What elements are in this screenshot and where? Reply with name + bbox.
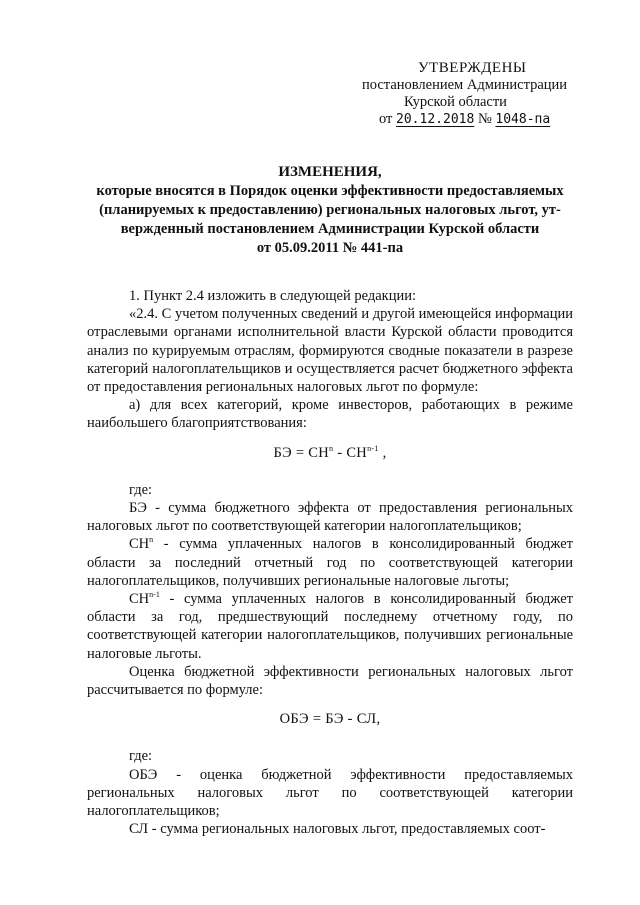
paragraph-2: «2.4. С учетом полученных сведений и другой имеющейся информации отраслевыми органами исполнительной власти Курской области проводится анализ по курируемым отраслям, формируются сводные показатели в разрезе категорий налогоплательщиков и осуществляется расчет бюджетного эффекта от предоставления региональных налоговых льгот по формуле: [87, 306, 573, 396]
heading-line-1: которые вносятся в Порядок оценки эффективности предоставляемых [96, 183, 564, 199]
definition-3: СН$^{n-1}$ - сумма уплаченных налогов в консолидированный бюджет области за год, предшествующий последнему отчетному году, по соответствующей категории налогоплательщиков, получивших региональные налоговые льготы. [87, 590, 573, 662]
approval-number: 1048-па [495, 112, 551, 127]
number-prefix: № [477, 111, 492, 127]
definition-5: СЛ - сумма региональных налоговых льгот, предоставляемых соот- [129, 821, 546, 838]
heading-title: ИЗМЕНЕНИЯ, [278, 164, 382, 180]
approval-date: 20.12.2018 [396, 112, 475, 127]
approval-title: УТВЕРЖДЕНЫ [418, 60, 527, 76]
heading-line-2: (планируемых к предоставлению) региональных налоговых льгот, ут- [99, 202, 561, 218]
paragraph-3: а) для всех категорий, кроме инвесторов, работающих в режиме наибольшего благоприятствования: [87, 397, 573, 432]
definition-1: БЭ - сумма бюджетного эффекта от предоставления региональных налоговых льгот по соответствующей категории налогоплательщиков; [87, 500, 573, 535]
approval-line-2: постановлением Администрации [362, 77, 568, 93]
paragraph-4: Оценка бюджетной эффективности региональных налоговых льгот рассчитывается по формуле: [87, 663, 573, 699]
paragraph-1: 1. Пункт 2.4 изложить в следующей редакции: [129, 288, 417, 304]
approval-line-3: Курской области [404, 94, 507, 110]
formula-2: ОБЭ = БЭ - СЛ, [279, 711, 381, 728]
document-heading [70, 163, 590, 258]
document-body [87, 287, 573, 838]
definition-2: $СН^n$ - сумма уплаченных налогов в консолидированный бюджет области за последний отчетный год по соответствующей категории налогоплательщиков, получивших региональные налоговые льготы; [87, 535, 573, 589]
formula-1: БЭ = $СН^n - СН^{n-1}$ , [273, 443, 387, 461]
where-label-1: где: [129, 481, 153, 498]
where-label-2: где: [129, 748, 153, 765]
approval-stamp [300, 60, 580, 128]
definition-4: ОБЭ - оценка бюджетной эффективности предоставляемых региональных налоговых льгот по соответствующей категории налогоплательщиков; [87, 766, 573, 820]
heading-line-4: от 05.09.2011 № 441-па [256, 240, 404, 256]
date-prefix: от [379, 111, 393, 127]
approval-date-line [300, 111, 580, 128]
heading-line-3: вержденный постановлением Администрации Курской области [120, 221, 540, 237]
